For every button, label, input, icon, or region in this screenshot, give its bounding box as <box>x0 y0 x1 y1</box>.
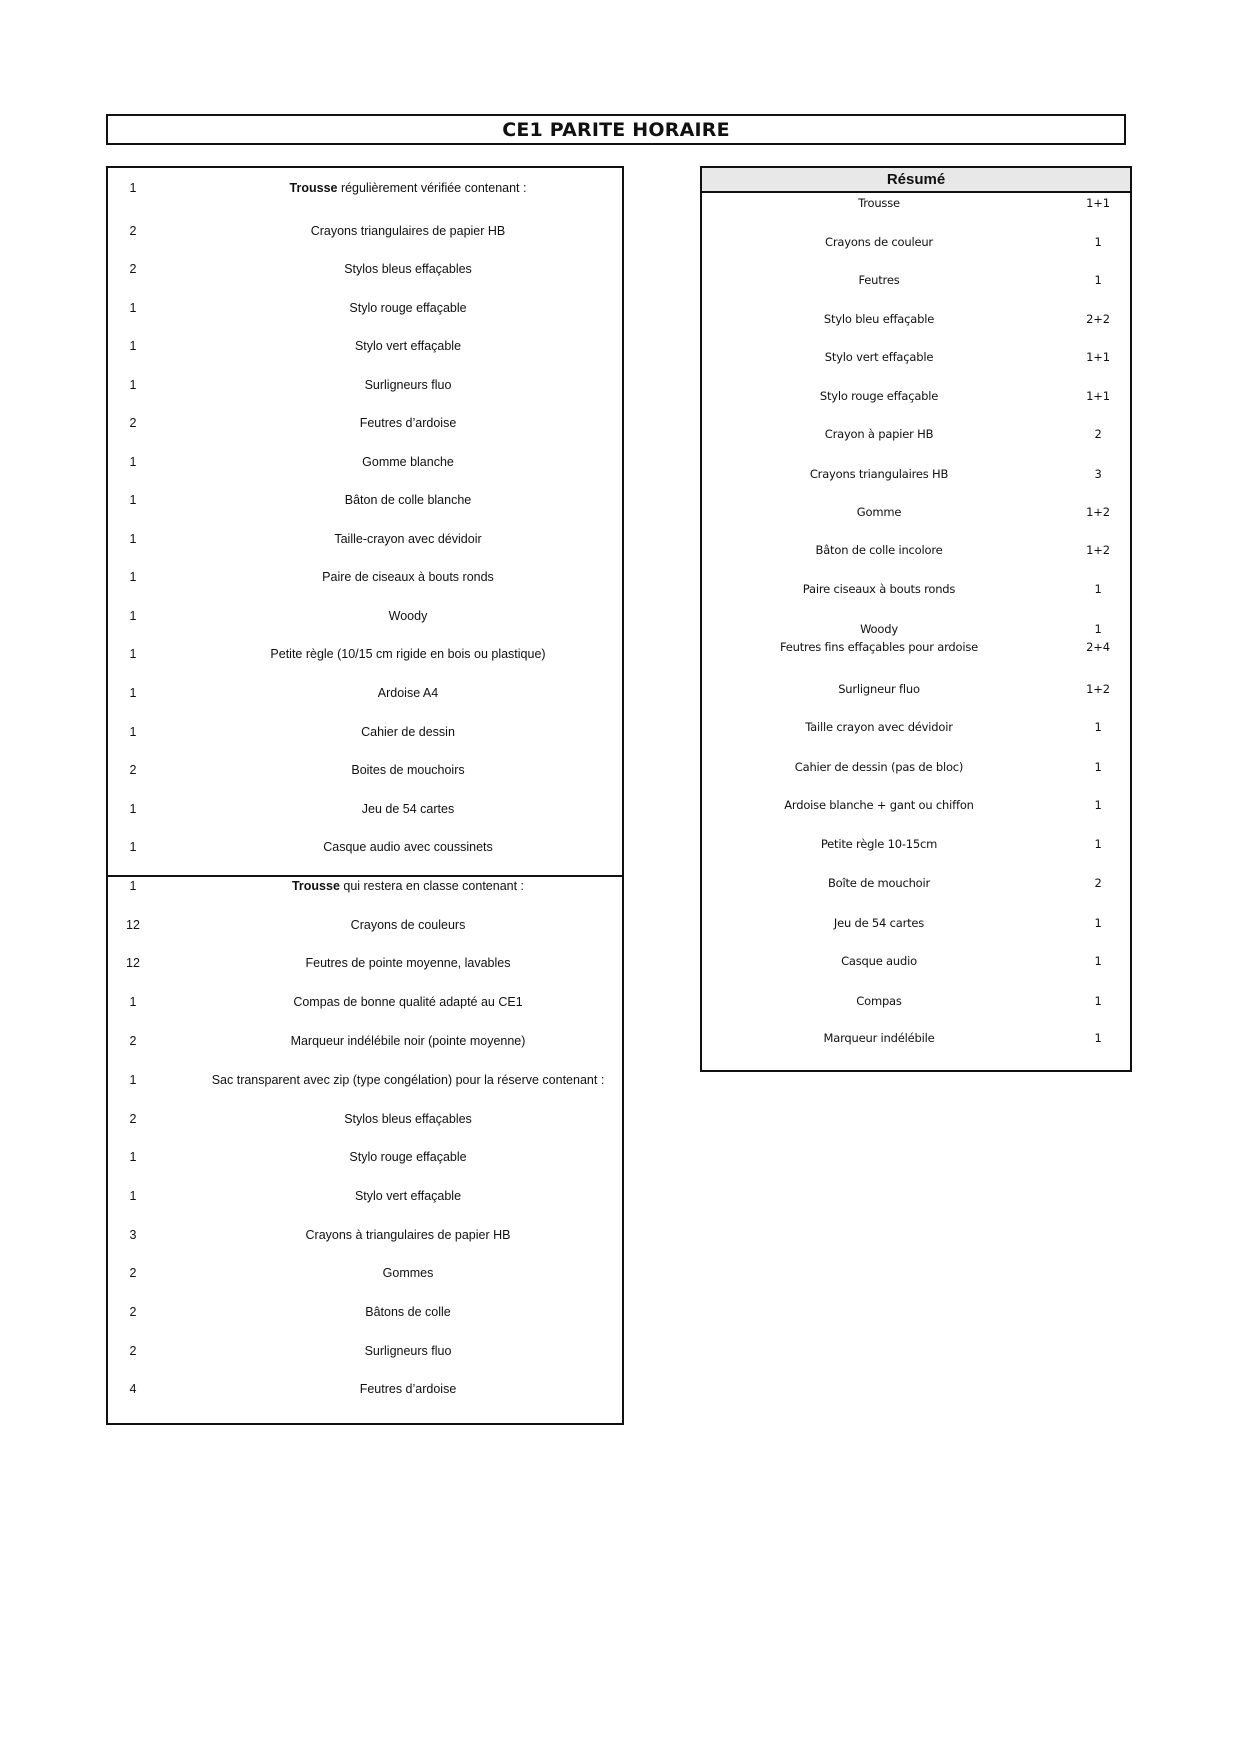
item-quantity: 1 <box>129 378 137 392</box>
item-label: Bâtons de colle <box>365 1305 451 1319</box>
item-label: Ardoise A4 <box>377 686 439 700</box>
resume-row <box>702 540 1130 560</box>
item-label: Gommes <box>382 1266 434 1280</box>
resume-row <box>702 679 1130 699</box>
item-label: Stylos bleus effaçables <box>344 1112 472 1126</box>
resume-quantity: 1+2 <box>1086 543 1110 557</box>
item-quantity: 1 <box>129 570 137 584</box>
resume-item: Cahier de dessin (pas de bloc) <box>794 760 964 774</box>
item-label: Bâton de colle blanche <box>344 493 472 507</box>
resume-item: Stylo vert effaçable <box>824 350 934 364</box>
item-quantity: 2 <box>129 224 137 238</box>
resume-quantity: 3 <box>1094 467 1102 481</box>
resume-row <box>702 347 1130 367</box>
item-label: Stylo rouge effaçable <box>349 301 467 315</box>
resume-quantity: 1 <box>1094 273 1102 287</box>
resume-item: Crayon à papier HB <box>824 427 934 441</box>
item-label: Boites de mouchoirs <box>351 763 465 777</box>
resume-item: Jeu de 54 cartes <box>833 916 925 930</box>
resume-quantity: 2 <box>1094 427 1102 441</box>
resume-quantity: 1 <box>1094 994 1102 1008</box>
item-quantity: 2 <box>129 1305 137 1319</box>
resume-item: Feutres fins effaçables pour ardoise <box>779 640 979 654</box>
resume-quantity: 1 <box>1094 622 1102 636</box>
item-quantity: 1 <box>129 995 137 1009</box>
list-item <box>108 1030 622 1052</box>
item-quantity: 1 <box>129 725 137 739</box>
item-quantity: 1 <box>129 1073 137 1087</box>
item-quantity: 3 <box>129 1228 137 1242</box>
item-quantity: 1 <box>129 301 137 315</box>
item-label: Compas de bonne qualité adapté au CE1 <box>293 995 523 1009</box>
resume-row <box>702 386 1130 406</box>
item-quantity: 1 <box>129 609 137 623</box>
resume-quantity: 1 <box>1094 720 1102 734</box>
item-quantity: 2 <box>129 1266 137 1280</box>
page-title: CE1 PARITE HORAIRE <box>106 114 1126 145</box>
list-item <box>108 952 622 974</box>
resume-row <box>702 619 1130 639</box>
resume-item: Petite règle 10-15cm <box>820 837 938 851</box>
item-quantity: 12 <box>126 956 140 970</box>
item-label: Paire de ciseaux à bouts ronds <box>322 570 494 584</box>
item-quantity: 2 <box>129 1112 137 1126</box>
resume-quantity: 1+2 <box>1086 682 1110 696</box>
resume-quantity: 1+2 <box>1086 505 1110 519</box>
resume-quantity: 1 <box>1094 582 1102 596</box>
item-quantity: 4 <box>129 1382 137 1396</box>
resume-quantity: 1+1 <box>1086 350 1110 364</box>
resume-item: Stylo rouge effaçable <box>819 389 939 403</box>
resume-row <box>702 834 1130 854</box>
list-item <box>108 798 622 820</box>
resume-quantity: 1+1 <box>1086 196 1110 210</box>
resume-row <box>702 309 1130 329</box>
resume-item: Stylo bleu effaçable <box>823 312 935 326</box>
list-item <box>108 1262 622 1284</box>
item-label: Casque audio avec coussinets <box>323 840 493 854</box>
item-label: Sac transparent avec zip (type congélation) pour la réserve contenant : <box>211 1073 605 1087</box>
list-item <box>108 914 622 936</box>
list-item <box>108 1301 622 1323</box>
resume-item: Ardoise blanche + gant ou chiffon <box>784 798 974 812</box>
list-item <box>108 566 622 588</box>
list-item <box>108 1340 622 1362</box>
item-quantity: 2 <box>129 262 137 276</box>
list-item <box>108 335 622 357</box>
item-label: Stylos bleus effaçables <box>344 262 472 276</box>
resume-row <box>702 502 1130 522</box>
resume-quantity: 1 <box>1094 235 1102 249</box>
item-label: Woody <box>388 609 428 623</box>
resume-row <box>702 873 1130 893</box>
item-quantity: 1 <box>129 802 137 816</box>
item-label: Feutres d’ardoise <box>359 1382 457 1396</box>
resume-quantity: 1 <box>1094 916 1102 930</box>
list-item <box>108 412 622 434</box>
item-label: Jeu de 54 cartes <box>361 802 455 816</box>
list-item <box>108 1108 622 1130</box>
list-item <box>108 721 622 743</box>
list-item <box>108 1224 622 1246</box>
resume-item: Compas <box>856 994 902 1008</box>
resume-row <box>702 795 1130 815</box>
item-quantity: 2 <box>129 416 137 430</box>
section-header-text: régulièrement vérifiée contenant : <box>337 181 527 195</box>
item-label: Petite règle (10/15 cm rigide en bois ou plastique) <box>270 647 546 661</box>
list-item <box>108 220 622 242</box>
resume-item: Taille crayon avec dévidoir <box>805 720 953 734</box>
resume-row <box>702 579 1130 599</box>
section-header-row <box>108 875 622 897</box>
resume-item: Woody <box>860 622 898 636</box>
resume-quantity: 1 <box>1094 798 1102 812</box>
list-item <box>108 1185 622 1207</box>
item-label: Gomme blanche <box>362 455 454 469</box>
resume-item: Bâton de colle incolore <box>815 543 943 557</box>
resume-row <box>702 637 1130 657</box>
item-label: Cahier de dessin <box>361 725 455 739</box>
resume-item: Marqueur indélébile <box>823 1031 935 1045</box>
item-quantity: 1 <box>129 686 137 700</box>
resume-row <box>702 913 1130 933</box>
section-header-row <box>108 177 622 199</box>
item-label: Crayons à triangulaires de papier HB <box>305 1228 511 1242</box>
resume-row <box>702 951 1130 971</box>
item-label: Taille-crayon avec dévidoir <box>334 532 482 546</box>
resume-item: Surligneur fluo <box>838 682 920 696</box>
resume-quantity: 2+2 <box>1086 312 1110 326</box>
resume-item: Casque audio <box>841 954 917 968</box>
resume-item: Paire ciseaux à bouts ronds <box>802 582 956 596</box>
list-item <box>108 991 622 1013</box>
quantity: 1 <box>129 879 137 893</box>
resume-row <box>702 232 1130 252</box>
list-item <box>108 1146 622 1168</box>
item-quantity: 1 <box>129 493 137 507</box>
resume-row <box>702 464 1130 484</box>
section-header-text: qui restera en classe contenant : <box>339 879 525 893</box>
resume-row <box>702 991 1130 1011</box>
list-item <box>108 759 622 781</box>
list-item <box>108 297 622 319</box>
item-quantity: 1 <box>129 647 137 661</box>
resume-quantity: 2+4 <box>1086 640 1110 654</box>
item-label: Marqueur indélébile noir (pointe moyenne) <box>290 1034 526 1048</box>
list-item <box>108 682 622 704</box>
resume-item: Trousse <box>858 196 900 210</box>
item-label: Surligneurs fluo <box>364 378 452 392</box>
resume-quantity: 1 <box>1094 760 1102 774</box>
resume-quantity: 2 <box>1094 876 1102 890</box>
resume-row <box>702 717 1130 737</box>
resume-quantity: 1 <box>1094 837 1102 851</box>
item-quantity: 1 <box>129 532 137 546</box>
resume-quantity: 1 <box>1094 1031 1102 1045</box>
resume-row <box>702 270 1130 290</box>
resume-row <box>702 757 1130 777</box>
resume-quantity: 1 <box>1094 954 1102 968</box>
item-label: Stylo vert effaçable <box>354 339 462 353</box>
resume-title: Résumé <box>702 168 1130 193</box>
list-item <box>108 605 622 627</box>
list-item <box>108 1069 622 1091</box>
list-item <box>108 374 622 396</box>
resume-row <box>702 1028 1130 1048</box>
item-label: Feutres d’ardoise <box>359 416 457 430</box>
list-item <box>108 528 622 550</box>
item-label: Stylo rouge effaçable <box>349 1150 467 1164</box>
section-header-label <box>190 875 626 897</box>
section-header-bold: Trousse <box>289 181 338 195</box>
item-label: Surligneurs fluo <box>364 1344 452 1358</box>
list-item <box>108 451 622 473</box>
list-item <box>108 836 622 858</box>
resume-item: Boîte de mouchoir <box>827 876 931 890</box>
resume-quantity: 1+1 <box>1086 389 1110 403</box>
item-label: Stylo vert effaçable <box>354 1189 462 1203</box>
resume-row <box>702 424 1130 444</box>
item-quantity: 2 <box>129 1034 137 1048</box>
item-quantity: 1 <box>129 1189 137 1203</box>
item-quantity: 2 <box>129 1344 137 1358</box>
item-quantity: 1 <box>129 840 137 854</box>
item-label: Feutres de pointe moyenne, lavables <box>305 956 511 970</box>
resume-item: Gomme <box>856 505 902 519</box>
item-label: Crayons triangulaires de papier HB <box>310 224 506 238</box>
quantity: 1 <box>129 181 137 195</box>
list-item <box>108 643 622 665</box>
section-header-bold: Trousse <box>291 879 340 893</box>
item-quantity: 1 <box>129 1150 137 1164</box>
item-quantity: 1 <box>129 339 137 353</box>
resume-item: Feutres <box>858 273 900 287</box>
item-label: Crayons de couleurs <box>350 918 466 932</box>
item-quantity: 1 <box>129 455 137 469</box>
resume-item: Crayons de couleur <box>825 235 933 249</box>
resume-item: Crayons triangulaires HB <box>809 467 949 481</box>
list-item <box>108 489 622 511</box>
section-header-label <box>190 177 626 199</box>
item-quantity: 12 <box>126 918 140 932</box>
item-quantity: 2 <box>129 763 137 777</box>
list-item <box>108 258 622 280</box>
list-item <box>108 1378 622 1400</box>
resume-row <box>702 193 1130 213</box>
